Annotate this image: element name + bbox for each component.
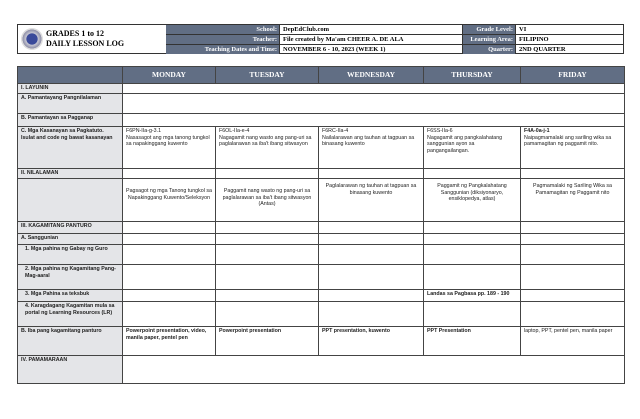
table-row — [18, 234, 625, 245]
content-text: Paggamit nang wasto ng pang-uri sa paglalarawan sa iba't ibang sitwasyon — [222, 188, 312, 201]
table-row — [18, 245, 625, 265]
table-row — [18, 169, 625, 179]
lesson-log-table — [17, 66, 625, 384]
quarter-value: 2ND QUARTER — [519, 46, 566, 53]
competency-text: Nailalarawan ang tauhan at tagpuan sa binasang kuwento — [322, 134, 415, 148]
table-cell — [123, 127, 216, 169]
grade-label: Grade Level: — [463, 25, 515, 35]
table-cell — [216, 179, 319, 222]
table-cell — [521, 302, 625, 327]
table-cell — [424, 302, 521, 327]
table-cell — [123, 302, 216, 327]
table-cell — [123, 290, 216, 302]
row-label: B. Iba pang kagamitang panturo — [18, 327, 123, 356]
row-label: III. KAGAMITANG PANTURO — [18, 222, 123, 234]
table-cell — [216, 222, 319, 234]
row-label: C. Mga Kasanayan sa Pagkatuto. Isulat and code ng bawat kasanayan — [18, 127, 123, 169]
corner-cell — [18, 67, 123, 84]
quarter-label: Quarter: — [463, 45, 515, 54]
competency-code: F6RC-IIa-4 — [322, 128, 349, 134]
table-cell — [319, 302, 424, 327]
table-cell — [521, 265, 625, 290]
table-cell — [319, 127, 424, 169]
table-cell — [216, 265, 319, 290]
table-cell — [123, 114, 625, 127]
grade-value: VI — [516, 25, 623, 35]
table-cell — [123, 245, 216, 265]
row-label: A. Sanggunian — [18, 234, 123, 245]
table-cell — [123, 169, 216, 179]
table-cell — [319, 265, 424, 290]
table-cell — [424, 234, 521, 245]
table-cell — [319, 222, 424, 234]
competency-text: Nagagamit nang wasto ang pang-uri sa paglalarawan sa iba't ibang sitwasyon — [219, 134, 312, 148]
row-label: IV. PAMAMARAAN — [18, 356, 123, 384]
table-cell — [216, 127, 319, 169]
table-cell — [521, 234, 625, 245]
day-wednesday: WEDNESDAY — [319, 67, 424, 84]
row-label: 2. Mga pahina ng Kagamitang Pang-Mag-aaral — [18, 265, 123, 290]
competency-code: F4A-0a-j-1 — [524, 128, 550, 134]
row-label — [18, 179, 123, 222]
table-cell: PPT presentation, kuwento — [319, 327, 424, 356]
table-cell — [424, 127, 521, 169]
table-row — [18, 84, 625, 94]
table-row — [18, 94, 625, 114]
lesson-log-header — [17, 24, 624, 54]
table-cell: Powerpoint presentation — [216, 327, 319, 356]
row-label: B. Pamantayan sa Pagganap — [18, 114, 123, 127]
row-label: II. NILALAMAN — [18, 169, 123, 179]
row-label: I. LAYUNIN — [18, 84, 123, 94]
table-row — [18, 356, 625, 384]
table-cell — [521, 169, 625, 179]
day-monday: MONDAY — [123, 67, 216, 84]
table-cell: Pagsagot ng mga Tanong tungkol sa Napakinggang Kuwento/Seleksyon — [123, 179, 216, 222]
table-cell: Paggamit ng Pangkalahatang Sanggunian (diksiyonaryo, ensiklopedya, atlas) — [424, 179, 521, 222]
row-label: 1. Mga pahina ng Gabay ng Guro — [18, 245, 123, 265]
table-cell — [521, 245, 625, 265]
table-cell — [319, 169, 424, 179]
title-line1: GRADES 1 to 12 — [46, 29, 105, 38]
content-note: (Antas) — [258, 201, 276, 208]
table-cell — [216, 245, 319, 265]
day-thursday: THURSDAY — [424, 67, 521, 84]
title-line2: DAILY LESSON LOG — [46, 39, 125, 48]
table-cell: Pagmamalaki ng Sariling Wika sa Pamamagitan ng Paggamit nito — [521, 179, 625, 222]
competency-text: Naipagmamalaki ang sariling wika sa pamamagitan ng paggamit nito. — [524, 134, 612, 148]
table-cell — [521, 222, 625, 234]
table-cell — [216, 234, 319, 245]
table-row — [18, 327, 625, 356]
school-value: DepEdClub.com — [280, 25, 462, 35]
table-row — [18, 222, 625, 234]
table-cell — [319, 245, 424, 265]
row-label: A. Pamantayang Pangnilalaman — [18, 94, 123, 114]
table-row — [18, 179, 625, 222]
table-cell — [521, 127, 625, 169]
table-cell: PPT Presentation — [424, 327, 521, 356]
table-cell — [424, 222, 521, 234]
competency-code: F6SS-IIa-6 — [427, 128, 453, 134]
table-cell — [424, 245, 521, 265]
competency-code: F6OL-IIa-e-4 — [219, 128, 250, 134]
dates-label: Teaching Dates and Time: — [166, 45, 279, 54]
table-cell — [216, 302, 319, 327]
table-cell — [123, 356, 625, 384]
competency-text: Nasasagot ang mga tanong tungkol sa napakinggang kuwento — [126, 134, 210, 148]
area-label: Learning Area: — [463, 35, 515, 45]
table-cell: Landas sa Pagbasa pp. 189 - 190 — [424, 290, 521, 302]
table-cell — [123, 84, 625, 94]
table-cell — [216, 290, 319, 302]
title-block — [18, 25, 166, 53]
table-cell — [123, 222, 216, 234]
dates-value: NOVEMBER 6 - 10, 2023 (WEEK 1) — [283, 46, 386, 53]
teacher-value: File created by Ma'am CHEER A. DE ALA — [280, 35, 462, 45]
table-cell — [424, 169, 521, 179]
table-cell — [319, 234, 424, 245]
day-tuesday: TUESDAY — [216, 67, 319, 84]
table-cell: Paglalarawan ng tauhan at tagpuan sa binasang kuwento — [319, 179, 424, 222]
day-friday: FRIDAY — [521, 67, 625, 84]
competency-text: Nagagamit ang pangkalahatang sanggunian ayon sa pangangailangan. — [427, 134, 503, 154]
table-cell — [319, 290, 424, 302]
table-cell — [123, 265, 216, 290]
table-row — [18, 290, 625, 302]
table-cell — [123, 234, 216, 245]
table-cell: Powerpoint presentation, video, manila paper, pentel pen — [123, 327, 216, 356]
day-header-row — [18, 67, 625, 84]
competency-code: F6PN-IIa-g-3.1 — [126, 128, 162, 134]
table-row — [18, 265, 625, 290]
table-cell: laptop, PPT, pentel pen, manila paper — [521, 327, 625, 356]
table-row — [18, 114, 625, 127]
area-value: FILIPINO — [516, 35, 623, 45]
school-label: School: — [166, 25, 279, 35]
row-label: 4. Karagdagang Kagamitan mula sa portal ng Learning Resources (LR) — [18, 302, 123, 327]
deped-seal-icon — [21, 28, 43, 50]
teacher-label: Teacher: — [166, 35, 279, 45]
table-cell — [521, 290, 625, 302]
table-row — [18, 302, 625, 327]
table-cell — [216, 169, 319, 179]
row-label: 3. Mga Pahina sa teksbuk — [18, 290, 123, 302]
table-row — [18, 127, 625, 169]
table-cell — [123, 94, 625, 114]
table-cell — [424, 265, 521, 290]
